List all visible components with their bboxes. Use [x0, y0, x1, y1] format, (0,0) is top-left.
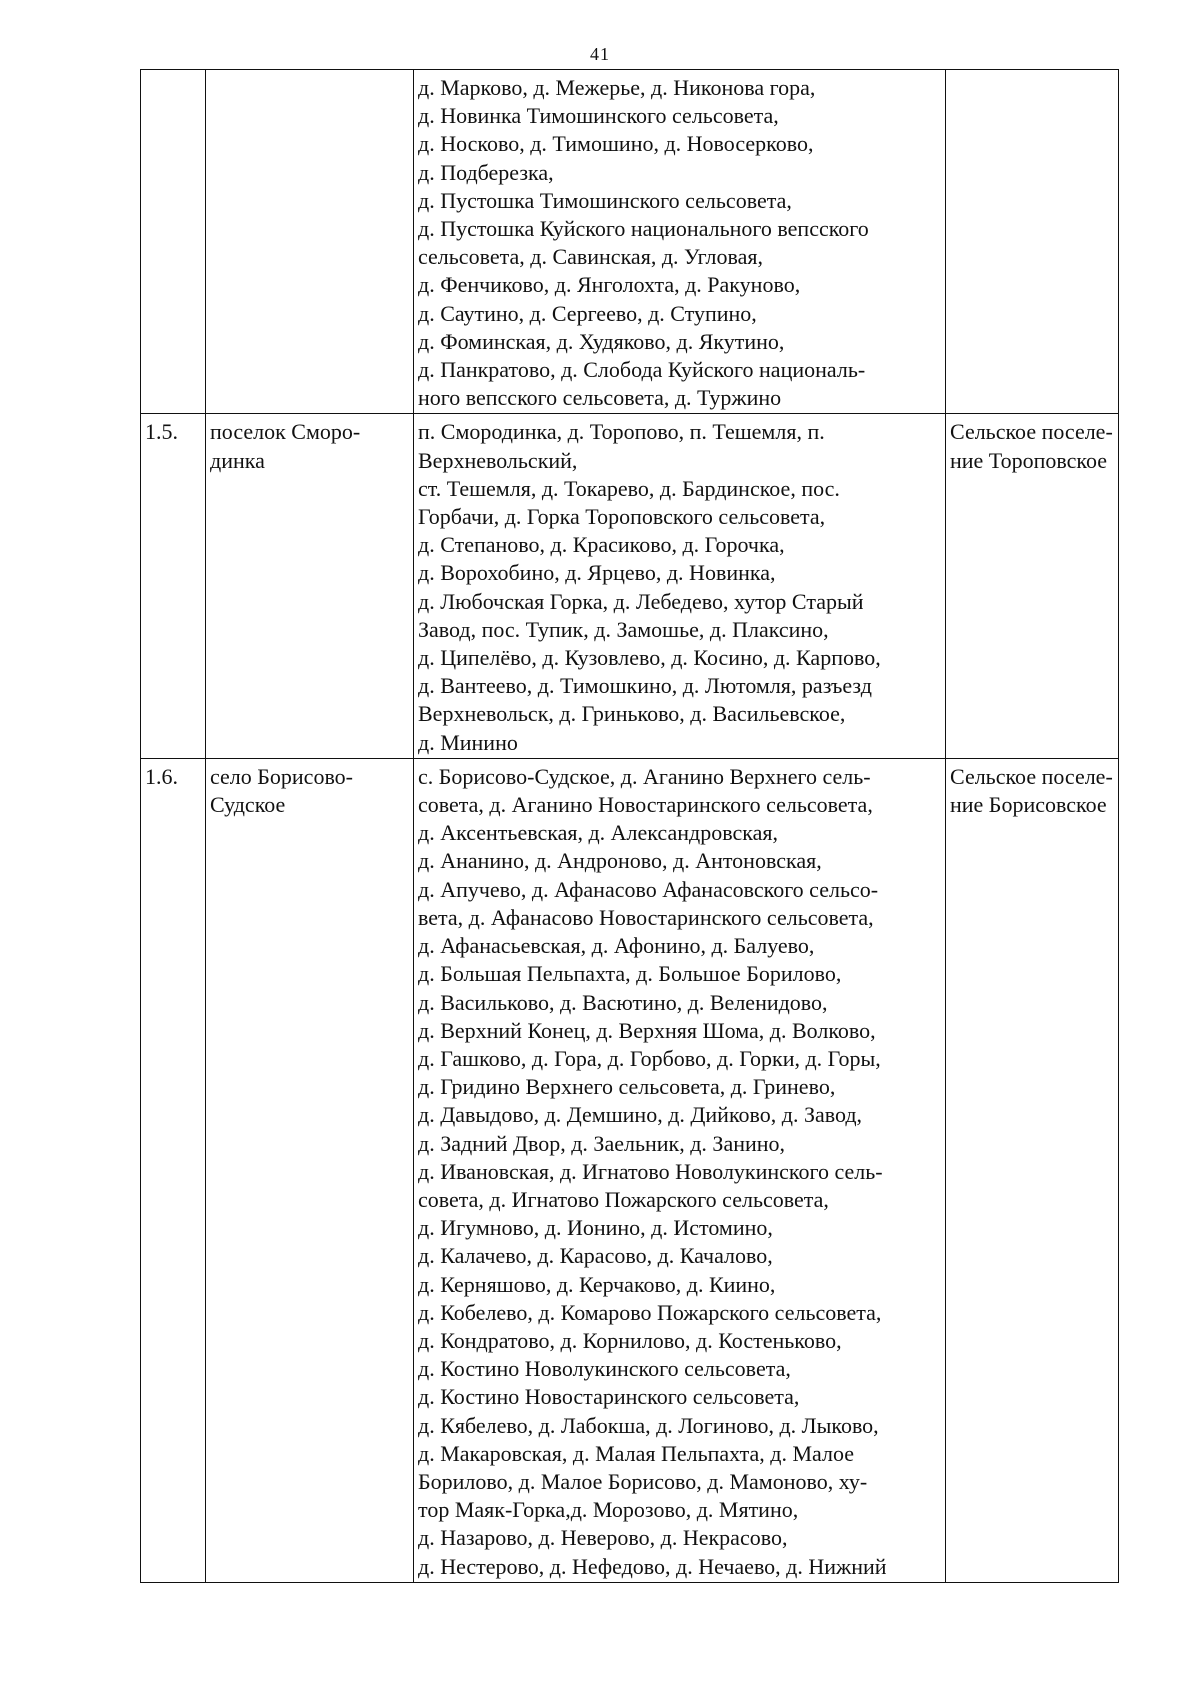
text-line: динка — [210, 447, 265, 473]
localities-list-cell — [414, 414, 946, 758]
text-line: д. Задний Двор, д. Заельник, д. Занино, — [418, 1130, 786, 1156]
row-number: 1.6. — [145, 763, 178, 789]
locality-name-cell — [206, 414, 414, 758]
text-line: Судское — [210, 792, 286, 818]
text-line: ние Борисовское — [950, 792, 1107, 818]
text-line: вета, д. Афанасово Новостаринского сельсовета, — [418, 904, 874, 930]
text-line: д. Кобелево, д. Комарово Пожарского сельсовета, — [418, 1299, 882, 1325]
text-line: д. Носково, д. Тимошино, д. Новосерково, — [418, 131, 814, 157]
text-line: Завод, пос. Тупик, д. Замошье, д. Плаксино, — [418, 616, 829, 642]
page-number: 41 — [590, 44, 610, 64]
text-line: д. Аксентьевская, д. Александровская, — [418, 820, 778, 846]
settlement-name-cell — [946, 414, 1119, 758]
text-line: с. Борисово-Судское, д. Аганино Верхнего сель- — [418, 763, 871, 789]
settlement-name-cell — [946, 758, 1119, 1582]
text-line: д. Ципелёво, д. Кузовлево, д. Косино, д. Карпово, — [418, 645, 881, 671]
text-line: д. Минино — [418, 729, 518, 755]
text-line: д. Большая Пельпахта, д. Большое Борилово, — [418, 961, 842, 987]
text-line: д. Васильково, д. Васютино, д. Веленидово, — [418, 989, 828, 1015]
row-number-cell — [141, 758, 206, 1582]
text-line: д. Панкратово, д. Слобода Куйского националь- — [418, 357, 866, 383]
text-line: д. Пустошка Тимошинского сельсовета, — [418, 187, 792, 213]
text-line: ного вепсского сельсовета, д. Туржино — [418, 385, 782, 411]
text-line: ст. Тешемля, д. Токарево, д. Бардинское, пос. — [418, 475, 840, 501]
text-line: д. Гашково, д. Гора, д. Горбово, д. Горки, д. Горы, — [418, 1045, 881, 1071]
locality-name-cell — [206, 70, 414, 414]
text-line: д. Ананино, д. Андроново, д. Антоновская, — [418, 848, 822, 874]
localities-list-cell — [414, 70, 946, 414]
text-line: д. Макаровская, д. Малая Пельпахта, д. Малое — [418, 1440, 855, 1466]
text-line: д. Кондратово, д. Корнилово, д. Костеньково, — [418, 1327, 842, 1353]
table-body — [141, 70, 1119, 1583]
text-line: д. Саутино, д. Сергеево, д. Ступино, — [418, 300, 757, 326]
text-line: тор Маяк-Горка,д. Морозово, д. Мятино, — [418, 1497, 799, 1523]
row-number-cell — [141, 70, 206, 414]
text-line: д. Кябелево, д. Лабокша, д. Логиново, д. Лыково, — [418, 1412, 879, 1438]
table-row — [141, 70, 1119, 414]
text-line: поселок Сморо- — [210, 419, 361, 445]
text-line: п. Смородинка, д. Торопово, п. Тешемля, п. — [418, 419, 825, 445]
text-line: село Борисово- — [210, 763, 354, 789]
text-line: д. Давыдово, д. Демшино, д. Дийково, д. Завод, — [418, 1102, 863, 1128]
text-line: д. Костино Новолукинского сельсовета, — [418, 1356, 791, 1382]
row-number-cell — [141, 414, 206, 758]
table-row — [141, 758, 1119, 1582]
text-line: Горбачи, д. Горка Тороповского сельсовета, — [418, 504, 826, 530]
text-line: д. Апучево, д. Афанасово Афанасовского сельсо- — [418, 876, 879, 902]
text-line: Верхневольский, — [418, 447, 578, 473]
text-line: д. Новинка Тимошинского сельсовета, — [418, 103, 779, 129]
text-line: д. Любочская Горка, д. Лебедево, хутор Старый — [418, 588, 864, 614]
text-line: д. Гридино Верхнего сельсовета, д. Гринево, — [418, 1074, 836, 1100]
text-line: д. Ворохобино, д. Ярцево, д. Новинка, — [418, 560, 776, 586]
text-line: д. Игумново, д. Ионино, д. Истомино, — [418, 1215, 773, 1241]
text-line: д. Афанасьевская, д. Афонино, д. Балуево, — [418, 933, 815, 959]
text-line: д. Пустошка Куйского национального вепсского — [418, 216, 869, 242]
locality-name-cell — [206, 758, 414, 1582]
row-number: 1.5. — [145, 419, 178, 445]
text-line: д. Верхний Конец, д. Верхняя Шома, д. Волково, — [418, 1017, 876, 1043]
text-line: д. Нестерово, д. Нефедово, д. Нечаево, д. Нижний — [418, 1553, 887, 1579]
localities-list-cell — [414, 758, 946, 1582]
text-line: д. Вантеево, д. Тимошкино, д. Лютомля, разъезд — [418, 673, 872, 699]
text-line: д. Костино Новостаринского сельсовета, — [418, 1384, 800, 1410]
settlement-name-cell — [946, 70, 1119, 414]
text-line: Борилово, д. Малое Борисово, д. Мамоново, ху- — [418, 1468, 868, 1494]
text-line: совета, д. Игнатово Пожарского сельсовета, — [418, 1186, 829, 1212]
text-line: Сельское поселе- — [950, 763, 1113, 789]
text-line: д. Керняшово, д. Керчаково, д. Киино, — [418, 1271, 776, 1297]
text-line: д. Калачево, д. Карасово, д. Качалово, — [418, 1243, 773, 1269]
text-line: Сельское поселе- — [950, 419, 1113, 445]
text-line: д. Ивановская, д. Игнатово Новолукинского сель- — [418, 1158, 883, 1184]
text-line: д. Марково, д. Межерье, д. Никонова гора, — [418, 75, 816, 100]
settlements-table — [140, 69, 1119, 1583]
text-line: сельсовета, д. Савинская, д. Угловая, — [418, 244, 764, 270]
text-line: Верхневольск, д. Гриньково, д. Васильевское, — [418, 701, 846, 727]
text-line: д. Фенчиково, д. Янголохта, д. Ракуново, — [418, 272, 801, 298]
text-line: д. Назарово, д. Неверово, д. Некрасово, — [418, 1525, 788, 1551]
text-line: ние Тороповское — [950, 447, 1107, 473]
text-line: совета, д. Аганино Новостаринского сельсовета, — [418, 792, 873, 818]
table-row — [141, 414, 1119, 758]
text-line: д. Степаново, д. Красиково, д. Горочка, — [418, 532, 785, 558]
text-line: д. Подберезка, — [418, 159, 554, 185]
text-line: д. Фоминская, д. Худяково, д. Якутино, — [418, 328, 785, 354]
